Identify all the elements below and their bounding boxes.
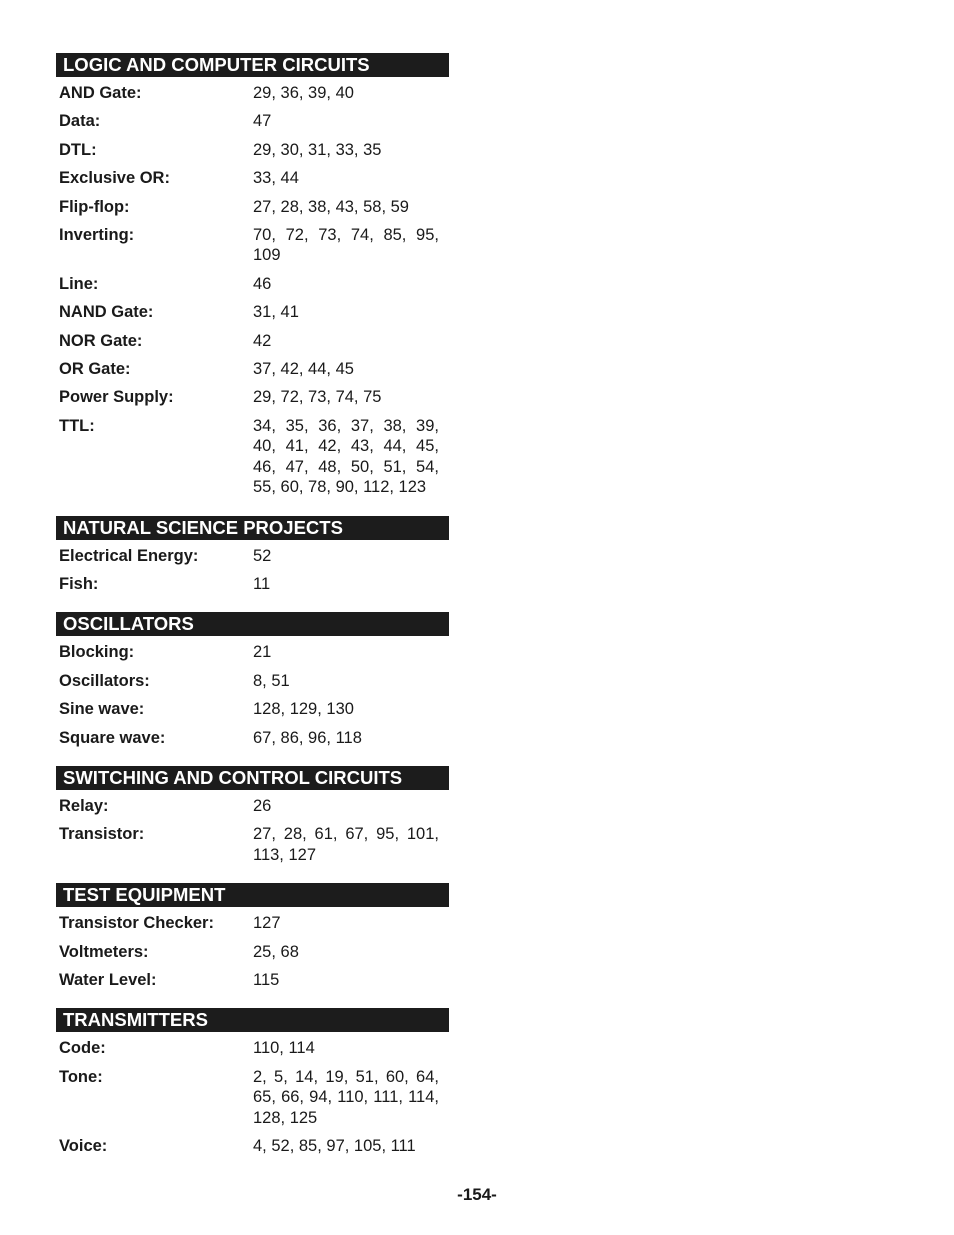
entry-term: Voice:	[59, 1137, 108, 1155]
section-header: TEST EQUIPMENT	[56, 883, 449, 907]
entry-term: Transistor Checker:	[59, 914, 214, 933]
index-entry	[56, 111, 449, 131]
entry-term: OR Gate:	[59, 360, 131, 379]
entry-term: DTL:	[59, 140, 97, 159]
index-entry	[56, 824, 449, 865]
section-test-equipment	[56, 883, 449, 990]
entry-term: Relay:	[59, 796, 109, 815]
entry-pages: 27, 28, 61, 67, 95, 101, 113, 127	[253, 825, 439, 864]
entry-pages: 70, 72, 73, 74, 85, 95, 109	[253, 226, 439, 265]
index-entry	[56, 274, 449, 294]
index-entry	[56, 671, 449, 691]
index-entry	[56, 574, 449, 594]
entry-pages: 25, 68	[253, 942, 299, 961]
page-number: -154-	[457, 1185, 497, 1204]
section-switching-and-control-circuits	[56, 766, 449, 865]
entry-term: Sine wave:	[59, 700, 145, 719]
entry-pages: 34, 35, 36, 37, 38, 39, 40, 41, 42, 43, 44, 45, 46, 47, 48, 50, 51, 54, 55, 60, 78, 90, 112, 123	[253, 416, 439, 497]
index-entry	[56, 387, 449, 407]
index-entry	[56, 1067, 449, 1128]
entry-pages: 29, 36, 39, 40	[253, 84, 354, 102]
index-entry	[56, 546, 449, 566]
entry-pages: 4, 52, 85, 97, 105, 111	[253, 1137, 416, 1155]
section-oscillators	[56, 612, 449, 748]
entry-term: Power Supply:	[59, 388, 174, 407]
entry-term: Flip-flop:	[59, 197, 130, 216]
entry-pages: 42	[253, 331, 272, 350]
entry-pages: 21	[253, 643, 272, 662]
section-header: LOGIC AND COMPUTER CIRCUITS	[56, 53, 449, 77]
index-entry	[56, 642, 449, 662]
entry-pages: 29, 72, 73, 74, 75	[253, 388, 382, 407]
index-entry	[56, 197, 449, 217]
entry-term: Water Level:	[59, 970, 157, 989]
section-header: OSCILLATORS	[56, 612, 449, 636]
section-header: NATURAL SCIENCE PROJECTS	[56, 516, 449, 540]
section-logic-and-computer-circuits	[56, 53, 449, 498]
entry-pages: 127	[253, 914, 281, 933]
entry-term: Blocking:	[59, 643, 135, 662]
entry-term: Exclusive OR:	[59, 169, 170, 188]
entry-pages: 31, 41	[253, 303, 299, 322]
entry-term: AND Gate:	[59, 84, 142, 102]
index-entry	[56, 225, 449, 266]
index-entry	[56, 168, 449, 188]
entry-term: NOR Gate:	[59, 331, 143, 350]
entry-term: Transistor:	[59, 825, 145, 844]
section-natural-science-projects	[56, 516, 449, 595]
entry-pages: 52	[253, 546, 272, 565]
entry-term: Fish:	[59, 574, 99, 593]
entry-term: Tone:	[59, 1067, 103, 1086]
entry-pages: 128, 129, 130	[253, 700, 354, 719]
entry-term: Data:	[59, 112, 101, 131]
entry-pages: 29, 30, 31, 33, 35	[253, 140, 382, 159]
entry-term: Inverting:	[59, 226, 135, 245]
index-entry	[56, 970, 449, 990]
entry-term: Oscillators:	[59, 671, 150, 690]
index-entry	[56, 359, 449, 379]
entry-pages: 110, 114	[253, 1039, 315, 1058]
entry-term: Line:	[59, 274, 99, 293]
index-column	[56, 53, 449, 1174]
entry-term: NAND Gate:	[59, 303, 154, 322]
entry-pages: 115	[253, 970, 280, 989]
entry-term: TTL:	[59, 416, 95, 435]
entry-pages: 8, 51	[253, 671, 290, 690]
section-header: TRANSMITTERS	[56, 1008, 449, 1032]
index-entry	[56, 331, 449, 351]
entry-term: Code:	[59, 1039, 106, 1058]
entry-term: Square wave:	[59, 728, 166, 747]
entry-pages: 11	[253, 574, 271, 593]
section-header: SWITCHING AND CONTROL CIRCUITS	[56, 766, 449, 790]
entry-pages: 37, 42, 44, 45	[253, 360, 354, 379]
index-entry	[56, 796, 449, 816]
index-entry	[56, 913, 449, 933]
entry-pages: 47	[253, 112, 272, 131]
index-entry	[56, 728, 449, 748]
index-entry	[56, 1136, 449, 1156]
entry-pages: 26	[253, 796, 272, 815]
entry-term: Electrical Energy:	[59, 546, 199, 565]
index-entry	[56, 942, 449, 962]
section-transmitters	[56, 1008, 449, 1156]
entry-pages: 46	[253, 274, 272, 293]
index-entry	[56, 83, 449, 103]
entry-pages: 33, 44	[253, 169, 299, 188]
entry-pages: 67, 86, 96, 118	[253, 728, 362, 747]
index-entry	[56, 699, 449, 719]
index-entry	[56, 140, 449, 160]
index-entry	[56, 1038, 449, 1058]
index-entry	[56, 416, 449, 498]
entry-pages: 27, 28, 38, 43, 58, 59	[253, 197, 409, 216]
entry-pages: 2, 5, 14, 19, 51, 60, 64, 65, 66, 94, 110, 111, 114, 128, 125	[253, 1067, 439, 1127]
index-entry	[56, 302, 449, 322]
entry-term: Voltmeters:	[59, 942, 149, 961]
